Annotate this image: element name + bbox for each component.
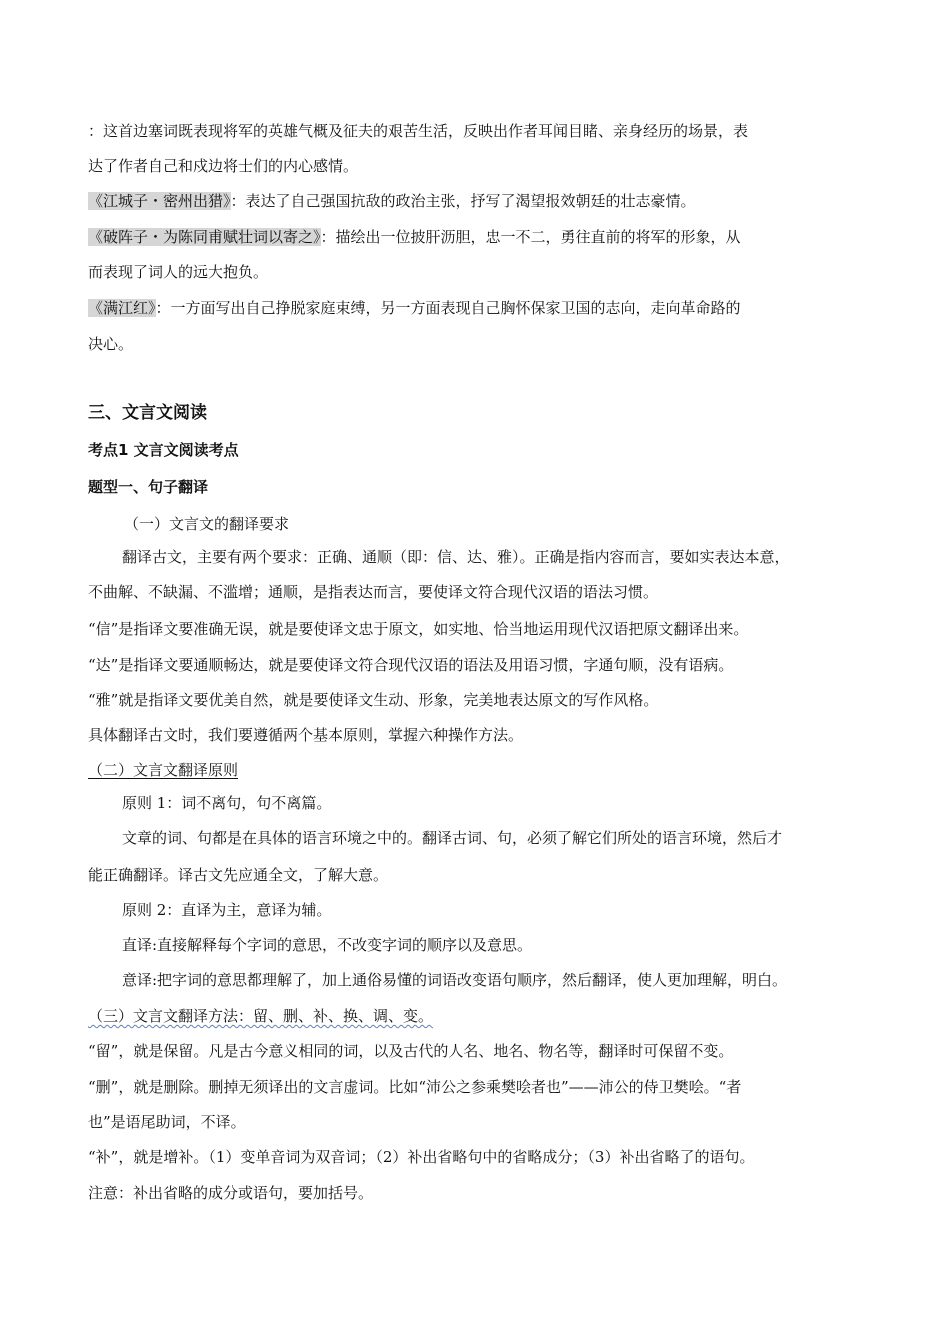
requirement-da: “达”是指译文要通顺畅达，就是要使译文符合现代汉语的语法及用语习惯，字通句顺，没有语病。 xyxy=(88,656,734,674)
methods-heading xyxy=(88,1006,433,1026)
pozhenzi-note xyxy=(88,227,741,247)
manjianghong-note xyxy=(88,298,741,318)
method-bu: “补”，就是增补。（1）变单音词为双音词；（2）补出省略句中的省略成分；（3）补出省略了的语句。 xyxy=(88,1148,755,1166)
method-shan-line-2: 也”是语尾助词，不译。 xyxy=(88,1113,246,1131)
requirements-heading-text: （一）文言文的翻译要求 xyxy=(124,515,290,533)
principle-zhiyi: 直译:直接解释每个字词的意思，不改变字词的顺序以及意思。 xyxy=(122,936,533,954)
principles-heading xyxy=(88,760,238,780)
requirements-p1-line-2: 不曲解、不缺漏、不滥增；通顺，是指表达而言，要使译文符合现代汉语的语法习惯。 xyxy=(88,583,659,601)
pozhenzi-text-2: 而表现了词人的远大抱负。 xyxy=(88,263,269,281)
intro-line-2: 达了作者自己和戍边将士们的内心感情。 xyxy=(88,157,359,175)
principles-heading-text: （二）文言文翻译原则 xyxy=(88,761,239,779)
pozhenzi-text-1: ：描绘出一位披肝沥胆，忠一不二，勇往直前的将军的形象，从 xyxy=(320,228,741,246)
manjianghong-text-2: 决心。 xyxy=(88,335,134,353)
manjianghong-title: 《满江红》 xyxy=(88,299,156,317)
pozhenzi-title: 《破阵子・为陈同甫赋壮词以寄之》 xyxy=(88,228,321,246)
jiangchengzi-text: ：表达了自己强国抗敌的政治主张，抒写了渴望报效朝廷的壮志豪情。 xyxy=(230,192,696,210)
requirements-p1-line-1: 翻译古文，主要有两个要求：正确、通顺（即：信、达、雅）。正确是指内容而言，要如实表达本意， xyxy=(122,548,790,566)
jiangchengzi-title: 《江城子・密州出猎》 xyxy=(88,192,231,210)
intro-line-1: ：这首边塞词既表现将军的英雄气概及征夫的艰苦生活，反映出作者耳闻目睹、亲身经历的场景，表 xyxy=(88,122,749,140)
method-note: 注意：补出省略的成分或语句，要加括号。 xyxy=(88,1184,374,1202)
tixing-heading: 题型一、句子翻译 xyxy=(88,478,209,496)
principle-1-line-1: 文章的词、句都是在具体的语言环境之中的。翻译古词、句，必须了解它们所处的语言环境，然后才 xyxy=(122,829,783,847)
requirements-summary: 具体翻译古文时，我们要遵循两个基本原则，掌握六种操作方法。 xyxy=(88,726,524,744)
method-shan-line-1: “删”，就是删除。删掉无须译出的文言虚词。比如“沛公之参乘樊哙者也”——沛公的侍卫樊哙。“者 xyxy=(88,1078,742,1096)
requirement-xin: “信”是指译文要准确无误，就是要使译文忠于原文，如实地、恰当地运用现代汉语把原文翻译出来。 xyxy=(88,620,749,638)
kaodian-heading: 考点1 文言文阅读考点 xyxy=(88,441,239,459)
manjianghong-text-1: ：一方面写出自己挣脱家庭束缚，另一方面表现自己胸怀保家卫国的志向，走向革命路的 xyxy=(155,299,741,317)
principle-yiyi: 意译:把字词的意思都理解了，加上通俗易懂的词语改变语句顺序，然后翻译，使人更加理解，明白。 xyxy=(122,971,788,989)
jiangchengzi-note xyxy=(88,191,696,211)
requirements-heading xyxy=(124,514,289,534)
requirement-ya: “雅”就是指译文要优美自然，就是要使译文生动、形象，完美地表达原文的写作风格。 xyxy=(88,691,659,709)
section-title: 三、文言文阅读 xyxy=(88,403,207,423)
principle-1-title: 原则 1：词不离句，句不离篇。 xyxy=(122,794,332,812)
principle-1-line-2: 能正确翻译。译古文先应通全文，了解大意。 xyxy=(88,866,389,884)
principle-2-title: 原则 2：直译为主，意译为辅。 xyxy=(122,901,332,919)
method-liu: “留”，就是保留。凡是古今意义相同的词，以及古代的人名、地名、物名等，翻译时可保留不变。 xyxy=(88,1042,734,1060)
methods-heading-text: （三）文言文翻译方法：留、删、补、换、调、变。 xyxy=(88,1007,434,1025)
